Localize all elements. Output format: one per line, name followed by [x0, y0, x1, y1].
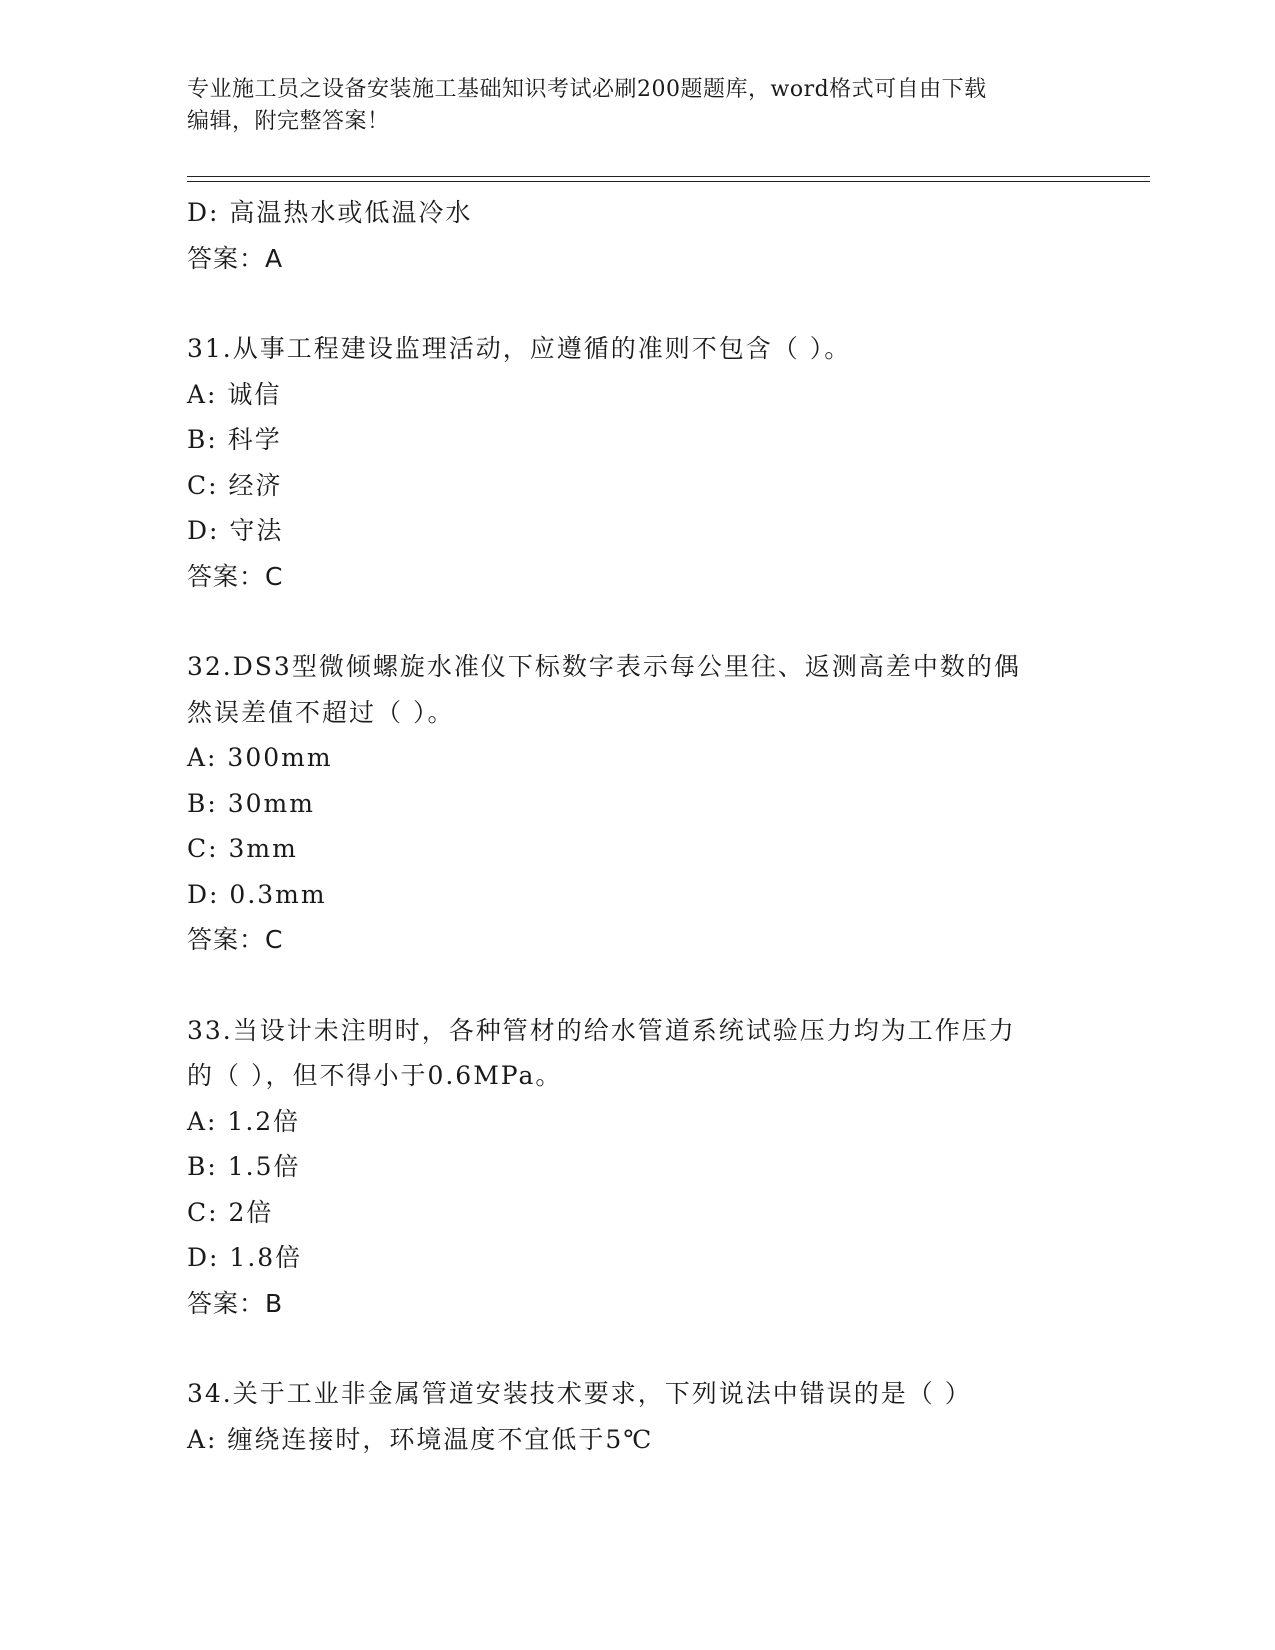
header-title-line-2: 编辑，附完整答案！ [187, 109, 390, 134]
option-a: A: 1.2倍 [187, 1106, 301, 1136]
spacer [187, 963, 1087, 1008]
option-c: C: 3mm [187, 834, 298, 863]
question-stem-line-2: 然误差值不超过（ ）。 [187, 697, 455, 727]
question-stem: 31.从事工程建设监理活动，应遵循的准则不包含（ ）。 [187, 334, 852, 363]
option-c: C: 经济 [187, 470, 283, 500]
page-header [187, 74, 1087, 138]
option-b: B: 1.5倍 [187, 1152, 301, 1181]
question-block-34 [187, 1371, 1087, 1462]
header-title-line-1: 专业施工员之设备安装施工基础知识考试必刷200题题库，word格式可自由下载 [187, 77, 987, 102]
spacer [187, 599, 1087, 644]
header-divider-bottom [187, 181, 1150, 182]
question-list [187, 190, 1087, 1462]
question-stem: 34.关于工业非金属管道安装技术要求，下列说法中错误的是（ ） [187, 1379, 972, 1408]
option-b: B: 科学 [187, 425, 282, 454]
option-b: B: 30mm [187, 788, 315, 818]
option-d: D: 1.8倍 [187, 1243, 303, 1272]
answer-line: 答案：B [187, 1288, 284, 1318]
question-block-33 [187, 1008, 1087, 1327]
option-d: D: 0.3mm [187, 879, 327, 909]
answer-line: 答案：C [187, 925, 284, 954]
header-divider-top [187, 176, 1150, 177]
answer-line: 答案：A [187, 243, 284, 273]
question-block-31 [187, 326, 1087, 599]
option-d: D: 守法 [187, 516, 284, 545]
question-block-30 [187, 190, 1087, 281]
question-stem-line-1: 33.当设计未注明时，各种管材的给水管道系统试验压力均为工作压力 [187, 1015, 1016, 1045]
question-stem-line-1: 32.DS3型微倾螺旋水准仪下标数字表示每公里往、返测高差中数的偶 [187, 652, 1021, 681]
question-block-32 [187, 644, 1087, 963]
spacer [187, 1326, 1087, 1371]
option-a: A: 缠绕连接时，环境温度不宜低于5℃ [187, 1424, 654, 1454]
option-d: D: 高温热水或低温冷水 [187, 198, 473, 227]
option-a: A: 诚信 [187, 379, 282, 409]
question-stem-line-2: 的（ ），但不得小于0.6MPa。 [187, 1061, 563, 1090]
option-c: C: 2倍 [187, 1197, 274, 1227]
spacer [187, 281, 1087, 326]
answer-line: 答案：C [187, 561, 284, 591]
option-a: A: 300mm [187, 743, 333, 772]
